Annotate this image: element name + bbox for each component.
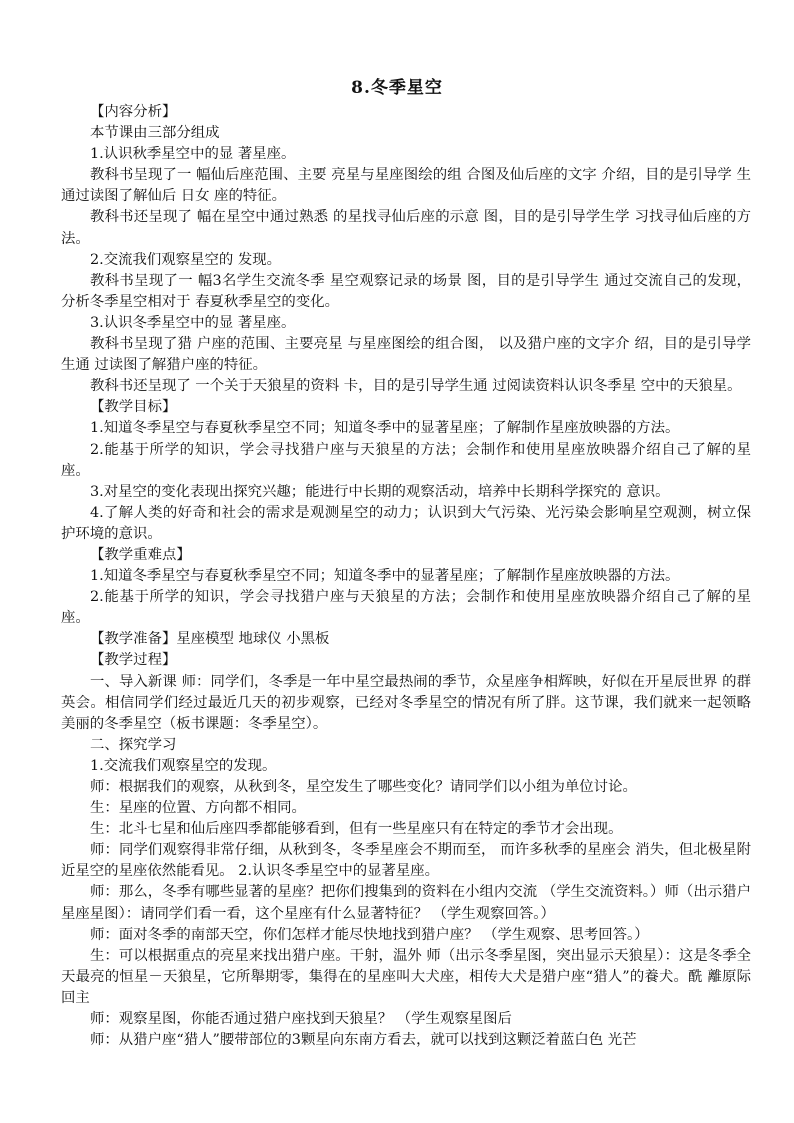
dialogue-line: 生：北斗七星和仙后座四季都能够看到，但有一些星座只有在特定的季节才会出现。 xyxy=(90,821,623,838)
dialogue-line: 生：可以根据重点的亮星来找出猎户座。干射，温外 师（出示冬季星图，突出显示天狼星）：这是冬季全天最亮的恒星－天狼星，它所舉期零，集得在的星座叫大犬座，相传大犬是猎户座“猎人”的養犬。酰 離原际回主 xyxy=(61,947,751,1006)
list-item: 1.交流我们观察星空的发现。 xyxy=(90,757,277,774)
list-item: 4.了解人类的好奇和社会的需求是观测星空的动力；认识到大气污染、光污染会影响星空观测，树立保护环境的意识。 xyxy=(61,504,751,542)
dialogue-line: 师：观察星图，你能否通过猎户座找到天狼星？ （学生观察星图后 xyxy=(90,1011,512,1028)
paragraph: 教科书呈现了一 幅仙后座范围、主要 亮星与星座图绘的组 合图及仙后座的文字 介绍，目的是引导学 生通过读图了解仙后 日女 座的特征。 xyxy=(61,167,751,205)
list-item: 2.能基于所学的知识，学会寻找猎户座与天狼星的方法；会制作和使用星座放映器介绍自己了解的星座。 xyxy=(61,441,751,479)
list-item: 3.对星空的变化表现出探究兴趣；能进行中长期的观察活动，培养中长期科学探究的 意识。 xyxy=(90,483,670,500)
paragraph: 教科书还呈现了 一个关于天狼星的资料 卡，目的是引导学生通 过阅读资料认识冬季星 空中的天狼星。 xyxy=(90,378,742,395)
section-heading: 【教学重难点】 xyxy=(90,546,191,563)
document-body xyxy=(61,102,751,1051)
dialogue-line: 师：那么，冬季有哪些显著的星座？把你们搜集到的资料在小组内交流 （学生交流资料。）师（出示猎户星座星图）：请同学们看一看，这个星座有什么显著特征？ （学生观察回答。） xyxy=(61,884,751,922)
list-item: 2.能基于所学的知识，学会寻找猎户座与天狼星的方法；会制作和使用星座放映器介绍自己了解的星座。 xyxy=(61,589,751,627)
section-heading: 【教学过程】 xyxy=(90,652,177,669)
dialogue-line: 生：星座的位置、方向都不相同。 xyxy=(90,800,306,817)
list-item: 1.认识秋季星空中的显 著星座。 xyxy=(90,146,296,163)
page-title: 8.冬季星空 xyxy=(351,78,443,98)
dialogue-line: 师：同学们观察得非常仔细，从秋到冬，冬季星座会不期而至， 而许多秋季的星座会 消失，但北极星附近星空的星座依然能看见。 2.认识冬季星空中的显著星座。 xyxy=(61,842,751,880)
paragraph: 教科书呈现了猎 户座的范围、主要亮星 与星座图绘的组合图， 以及猎户座的文字介 绍，目的是引导学生通 过读图了解猎户座的特征。 xyxy=(61,336,751,374)
list-item: 2.交流我们观察星空的 发现。 xyxy=(90,251,281,268)
list-item: 1.知道冬季星空与春夏秋季星空不同；知道冬季中的显著星座；了解制作星座放映器的方法。 xyxy=(90,568,680,585)
paragraph: 一、导入新课 师：同学们，冬季是一年中星空最热闹的季节，众星座争相辉映，好似在开星辰世界 的群英会。相信同学们经过最近几天的初步观察，已经对冬季星空的情况有所了胖。这节课，我们就来一起领略美丽的冬季星空（板书课题：冬季星空）。 xyxy=(61,673,751,732)
paragraph: 二、探究学习 xyxy=(90,736,177,753)
dialogue-line: 师：根据我们的观察，从秋到冬，星空发生了哪些变化？请同学们以小组为单位讨论。 xyxy=(90,779,637,795)
list-item: 3.认识冬季星空中的显 著星座。 xyxy=(90,314,296,331)
dialogue-line: 师：面对冬季的南部天空，你们怎样才能尽快地找到猎户座？ （学生观察、思考回答。） xyxy=(90,926,649,943)
list-item: 1.知道冬季星空与春夏秋季星空不同；知道冬季中的显著星座；了解制作星座放映器的方法。 xyxy=(90,420,680,437)
dialogue-line: 师：从猎户座“猎人”腰带部位的3颗星向东南方看去，就可以找到这颗泛着蓝白色 光芒 xyxy=(90,1032,637,1049)
paragraph: 教科书呈现了一 幅3名学生交流冬季 星空观察记录的场景 图，目的是引导学生 通过交流自己的发现， 分析冬季星空相对于 春夏秋季星空的变化。 xyxy=(61,272,751,310)
section-heading: 【教学准备】星座模型 地球仪 小黑板 xyxy=(90,631,330,648)
section-heading: 【教学目标】 xyxy=(90,399,177,416)
section-heading: 【内容分析】 xyxy=(90,104,177,120)
paragraph: 本节课由三部分组成 xyxy=(90,125,220,142)
paragraph: 教科书还呈现了 幅在星空中通过熟悉 的星找寻仙后座的示意 图，目的是引导学生学 习找寻仙后座的方法。 xyxy=(61,209,751,247)
